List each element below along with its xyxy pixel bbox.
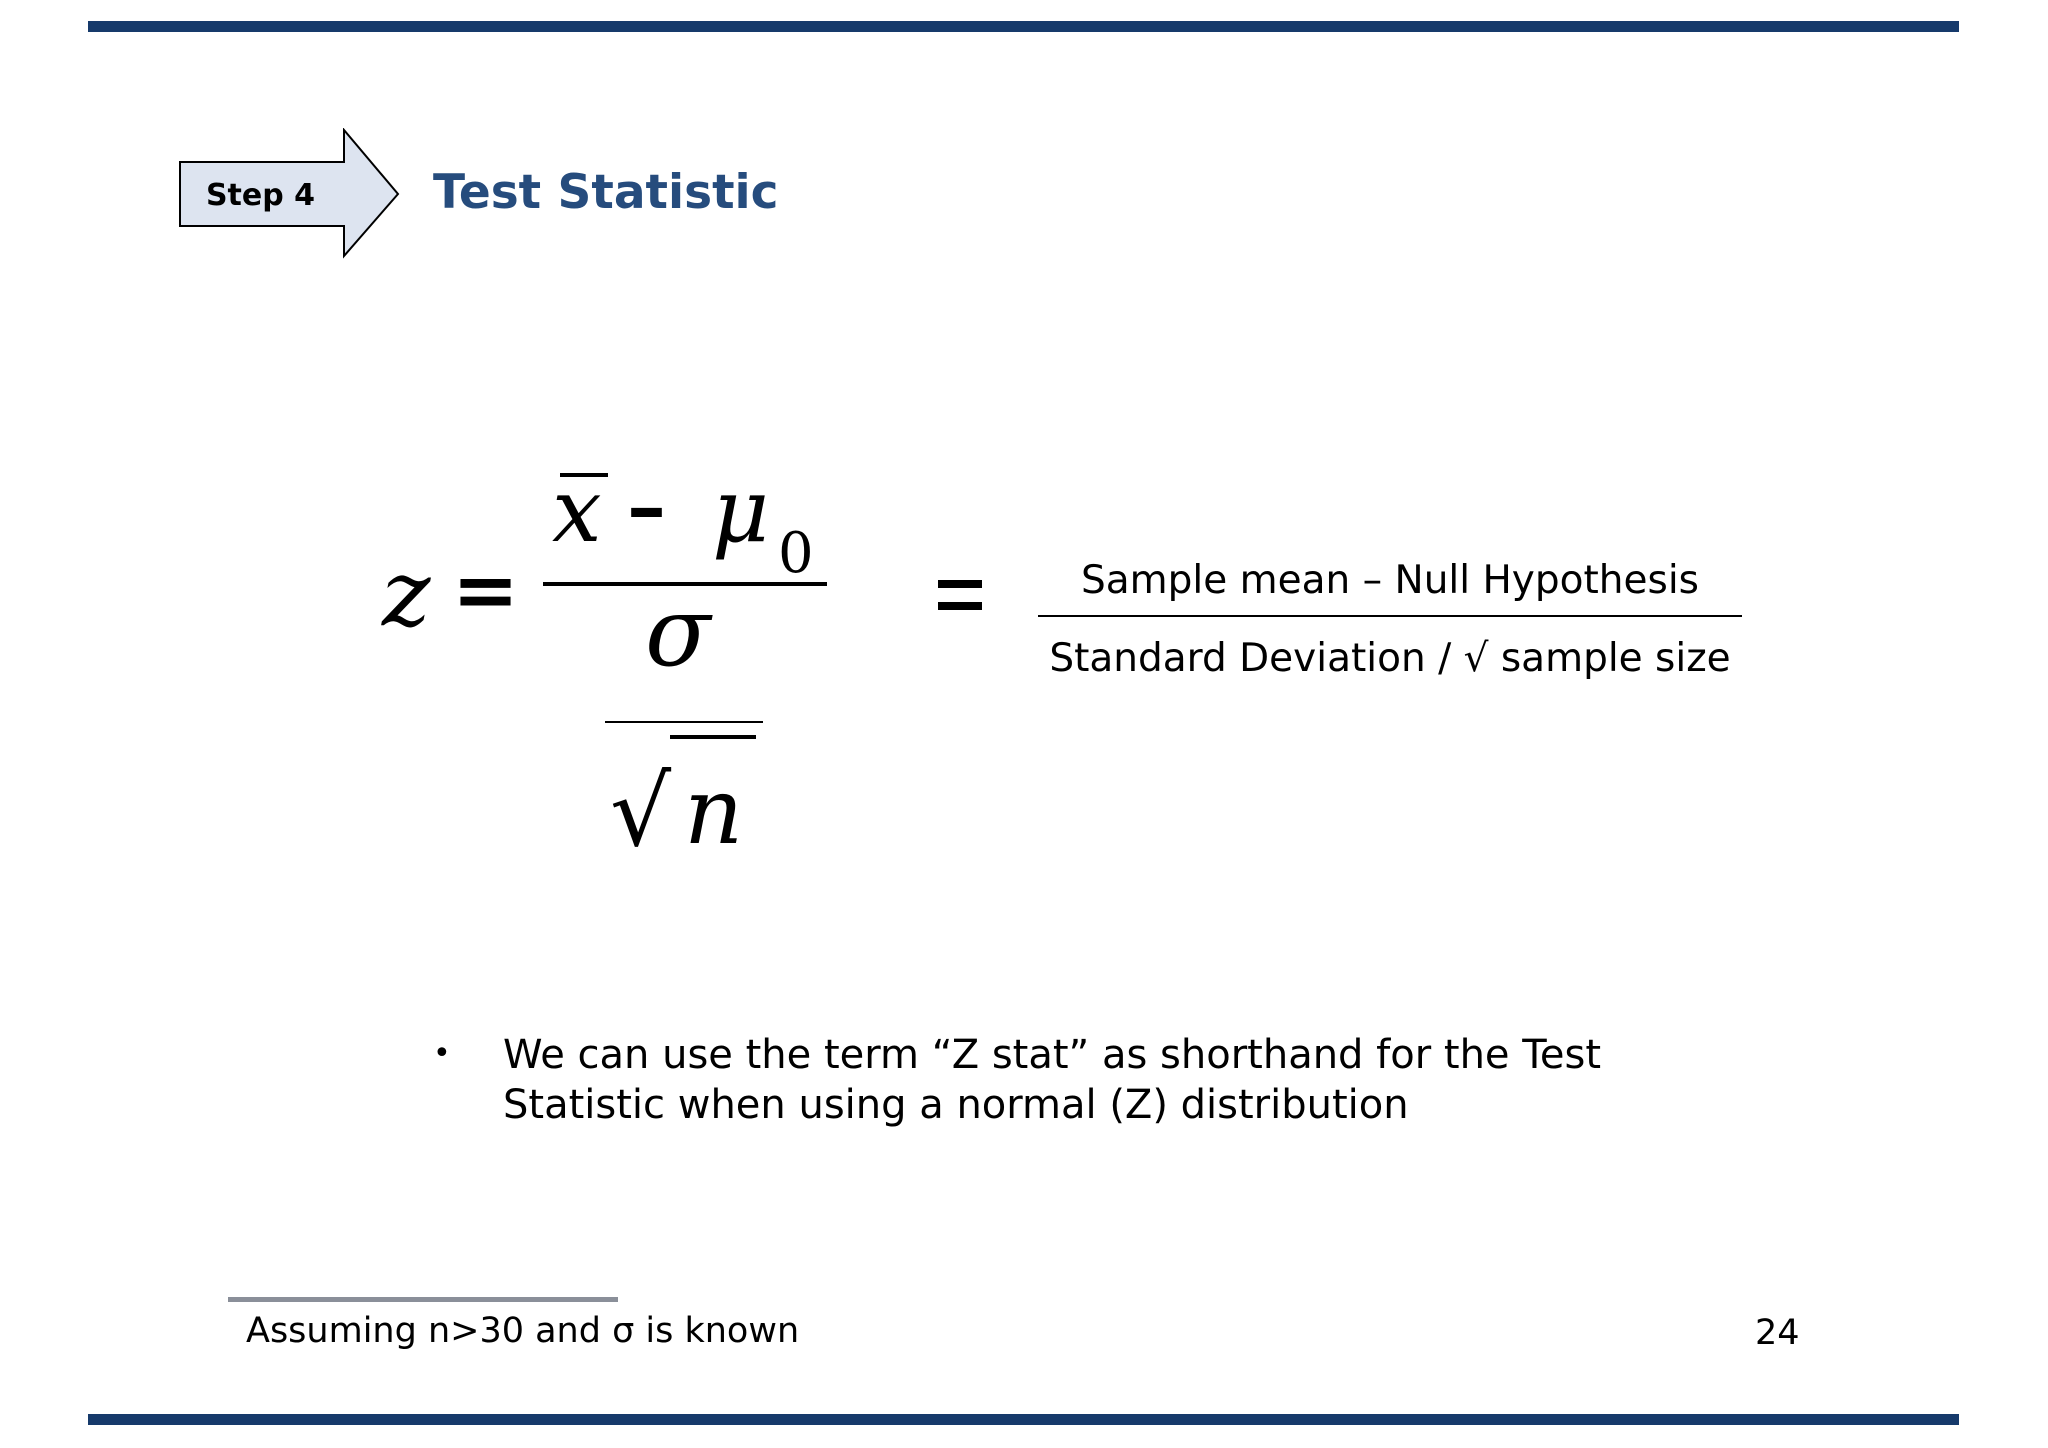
bottom-rule	[88, 1414, 1959, 1425]
z-formula	[370, 455, 870, 875]
formula-sigma: σ	[645, 576, 711, 688]
formula-mu-subscript: 0	[778, 521, 814, 586]
step-label: Step 4	[205, 177, 316, 213]
formula-mu: μ	[712, 459, 770, 562]
page-title: Test Statistic	[433, 165, 779, 220]
bullet-marker: •	[433, 1036, 451, 1071]
page-number: 24	[1755, 1313, 1800, 1353]
formula-n: n	[684, 758, 744, 865]
formula-equals: =	[452, 542, 520, 636]
word-formula-denominator: Standard Deviation / √ sample size	[1049, 636, 1731, 681]
footnote: Assuming n>30 and σ is known	[246, 1311, 800, 1351]
second-equals-sign	[934, 572, 994, 622]
formula-z: z	[382, 540, 431, 647]
word-formula-numerator: Sample mean – Null Hypothesis	[1081, 558, 1699, 603]
formula-xbar: x	[552, 459, 602, 562]
word-formula	[1038, 553, 1742, 687]
top-rule	[88, 21, 1959, 32]
word-formula-fraction-bar	[1038, 615, 1742, 617]
footnote-rule	[228, 1297, 618, 1302]
bullet-text: We can use the term “Z stat” as shorthand for the Test Statistic when using a normal (Z) distribution	[503, 1032, 1602, 1128]
formula-sqrt: √	[610, 756, 672, 868]
formula-minus: –	[627, 461, 666, 552]
